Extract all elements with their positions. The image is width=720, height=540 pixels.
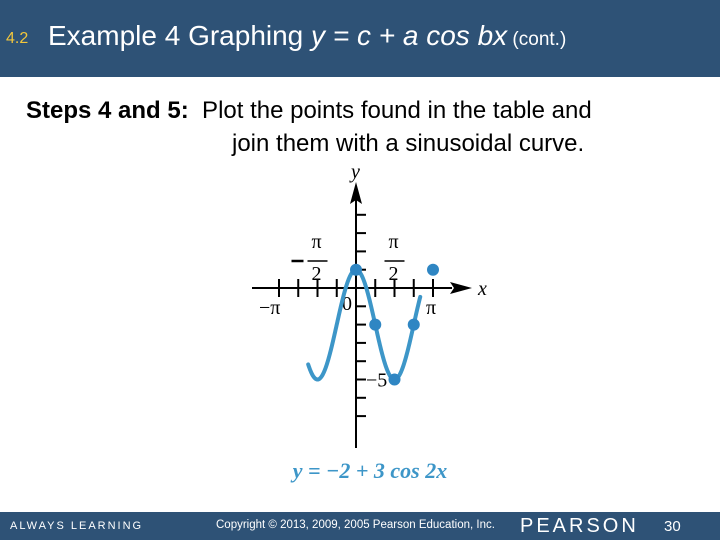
title-main: Example 4 Graphing (48, 20, 312, 51)
section-number: 4.2 (6, 30, 29, 47)
x-tick-label-neg-pi: −π (259, 297, 281, 319)
footer-tagline: ALWAYS LEARNING (10, 520, 144, 532)
title-suffix: (cont.) (507, 29, 567, 50)
cosine-graph (240, 158, 500, 488)
page-title (48, 20, 566, 52)
data-point-4 (427, 264, 439, 276)
data-point-3 (408, 319, 420, 331)
footer-brand-logo: PEARSON (520, 515, 639, 537)
x-tick-label-pi: π (426, 297, 437, 319)
x-tick-label-half-pi-den: 2 (388, 263, 399, 285)
footer-bar (0, 512, 720, 540)
y-axis-label: y (351, 161, 360, 183)
title-equation: y = c + a cos bx (311, 20, 508, 51)
x-tick-label-neg-half-pi-num: π (311, 231, 322, 253)
steps-line-1: Plot the points found in the table and (188, 97, 592, 124)
x-tick-label-half-pi-num: π (388, 231, 399, 253)
x-axis-label: x (478, 278, 487, 300)
y-tick-label-neg5: −5 (366, 369, 388, 392)
x-axis-arrow (450, 282, 472, 294)
x-tick-label-zero: 0 (342, 293, 352, 315)
data-point-2 (389, 374, 401, 386)
steps-text (26, 94, 592, 160)
data-point-0 (350, 264, 362, 276)
data-point-1 (369, 319, 381, 331)
steps-label: Steps 4 and 5: (26, 97, 189, 124)
steps-line-2: join them with a sinusoidal curve. (232, 130, 585, 157)
x-tick-label-neg-half-pi-den: 2 (311, 263, 322, 285)
title-bar (0, 0, 720, 77)
page-number: 30 (664, 518, 681, 535)
footer-copyright: Copyright © 2013, 2009, 2005 Pearson Education, Inc. (216, 519, 495, 531)
chart-caption: y = −2 + 3 cos 2x (292, 458, 448, 483)
